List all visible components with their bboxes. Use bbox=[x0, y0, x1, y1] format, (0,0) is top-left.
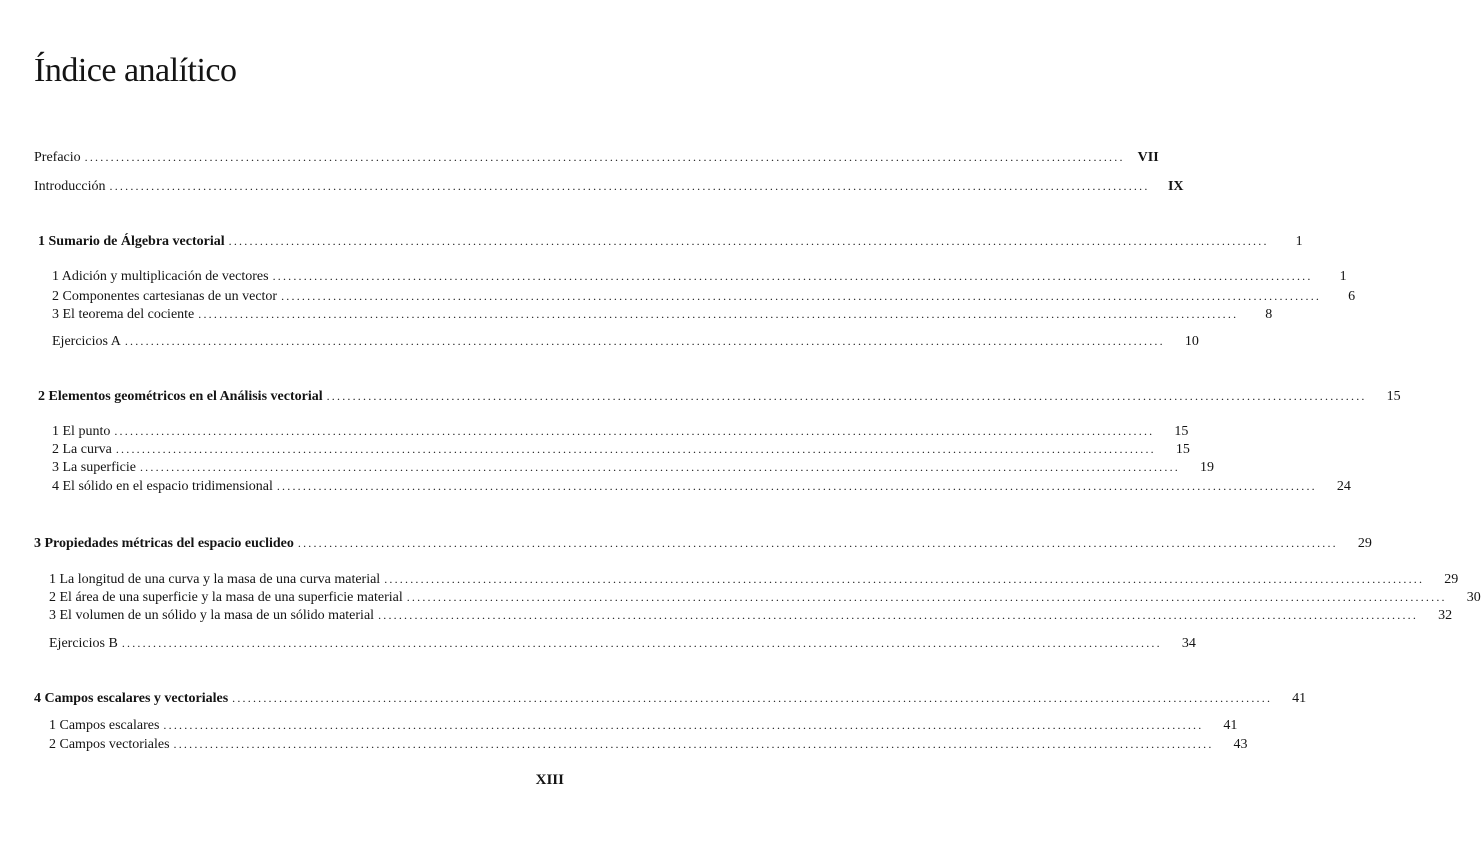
toc-entry-label: 4 Campos escalares y vectoriales bbox=[34, 691, 229, 706]
toc-entry-page: 34 bbox=[1181, 636, 1196, 651]
toc-entry-page: 24 bbox=[1336, 479, 1351, 494]
toc-section bbox=[52, 458, 1214, 477]
toc-entry-label: Introducción bbox=[34, 179, 106, 194]
toc-section bbox=[49, 634, 1196, 653]
toc-entry-page: 8 bbox=[1265, 307, 1273, 322]
toc-entry-label: 1 Sumario de Álgebra vectorial bbox=[38, 234, 225, 249]
toc-entry-label: 2 Campos vectoriales bbox=[49, 737, 170, 752]
leader-dots: ........................................................................................................................................................................................................ bbox=[173, 737, 1214, 751]
leader-dots: ........................................................................................................................................................................................................ bbox=[139, 460, 1180, 474]
toc-entry-page: 29 bbox=[1444, 572, 1459, 587]
toc-section bbox=[52, 477, 1351, 496]
toc-section bbox=[52, 440, 1190, 459]
toc-entry-label: 4 El sólido en el espacio tridimensional bbox=[52, 479, 273, 494]
toc-entry-label: 1 El punto bbox=[52, 424, 111, 439]
leader-dots: ........................................................................................................................................................................................................ bbox=[326, 389, 1367, 403]
toc-entry-page: 15 bbox=[1174, 424, 1189, 439]
toc-entry-label: 3 El volumen de un sólido y la masa de un sólido material bbox=[49, 608, 375, 623]
leader-dots: ........................................................................................................................................................................................................ bbox=[115, 442, 1156, 456]
toc-entry-page: VII bbox=[1137, 150, 1159, 165]
toc-entry-label: 2 Elementos geométricos en el Análisis vectorial bbox=[38, 389, 323, 404]
toc-entry-label: Ejercicios A bbox=[52, 334, 121, 349]
leader-dots: ........................................................................................................................................................................................................ bbox=[109, 179, 1150, 193]
toc-entry-page: 29 bbox=[1357, 536, 1372, 551]
toc-chapter-heading bbox=[34, 689, 1307, 708]
toc-entry-page: 41 bbox=[1223, 718, 1238, 733]
toc-section bbox=[52, 332, 1199, 351]
toc-section bbox=[52, 305, 1273, 324]
toc-section bbox=[52, 267, 1347, 286]
leader-dots: ........................................................................................................................................................................................................ bbox=[228, 234, 1269, 248]
toc-entry-page: 1 bbox=[1339, 269, 1347, 284]
toc-entry-page: 41 bbox=[1292, 691, 1307, 706]
leader-dots: ........................................................................................................................................................................................................ bbox=[406, 590, 1447, 604]
toc-entry-introduccion bbox=[34, 177, 1184, 196]
page-title: Índice analítico bbox=[34, 52, 237, 89]
toc-section bbox=[49, 588, 1481, 607]
leader-dots: ........................................................................................................................................................................................................ bbox=[121, 636, 1162, 650]
toc-entry-page: 1 bbox=[1295, 234, 1303, 249]
leader-dots: ........................................................................................................................................................................................................ bbox=[272, 269, 1313, 283]
toc-entry-page: 15 bbox=[1386, 389, 1401, 404]
toc-section bbox=[52, 422, 1189, 441]
toc-section bbox=[49, 735, 1248, 754]
leader-dots: ........................................................................................................................................................................................................ bbox=[124, 334, 1165, 348]
toc-entry-label: 3 Propiedades métricas del espacio euclideo bbox=[34, 536, 294, 551]
toc-entry-label: 1 La longitud de una curva y la masa de una curva material bbox=[49, 572, 381, 587]
leader-dots: ........................................................................................................................................................................................................ bbox=[281, 289, 1322, 303]
toc-entry-label: 1 Campos escalares bbox=[49, 718, 160, 733]
leader-dots: ........................................................................................................................................................................................................ bbox=[163, 718, 1204, 732]
toc-section bbox=[52, 287, 1356, 306]
toc-entry-label: 2 Componentes cartesianas de un vector bbox=[52, 289, 278, 304]
toc-entry-prefacio bbox=[34, 148, 1159, 167]
toc-section bbox=[49, 570, 1459, 589]
toc-entry-label: Ejercicios B bbox=[49, 636, 118, 651]
toc-entry-page: IX bbox=[1167, 179, 1184, 194]
leader-dots: ........................................................................................................................................................................................................ bbox=[276, 479, 1317, 493]
toc-entry-label: 3 La superficie bbox=[52, 460, 136, 475]
toc-entry-page: 15 bbox=[1175, 442, 1190, 457]
leader-dots: ........................................................................................................................................................................................................ bbox=[84, 150, 1125, 164]
leader-dots: ........................................................................................................................................................................................................ bbox=[198, 307, 1239, 321]
toc-entry-label: Prefacio bbox=[34, 150, 81, 165]
toc-entry-page: 32 bbox=[1438, 608, 1453, 623]
toc-entry-page: 43 bbox=[1233, 737, 1248, 752]
toc-entry-page: 30 bbox=[1466, 590, 1481, 605]
page-number: XIII bbox=[535, 772, 564, 788]
toc-chapter-heading bbox=[38, 387, 1401, 406]
toc-section bbox=[49, 606, 1453, 625]
toc-chapter-heading bbox=[38, 232, 1303, 251]
toc-entry-label: 2 La curva bbox=[52, 442, 112, 457]
leader-dots: ........................................................................................................................................................................................................ bbox=[232, 691, 1273, 705]
toc-entry-page: 6 bbox=[1348, 289, 1356, 304]
toc-entry-label: 3 El teorema del cociente bbox=[52, 307, 195, 322]
toc-entry-page: 19 bbox=[1199, 460, 1214, 475]
leader-dots: ........................................................................................................................................................................................................ bbox=[378, 608, 1419, 622]
toc-chapter-heading bbox=[34, 534, 1372, 553]
leader-dots: ........................................................................................................................................................................................................ bbox=[114, 424, 1155, 438]
leader-dots: ........................................................................................................................................................................................................ bbox=[297, 536, 1338, 550]
toc-entry-label: 2 El área de una superficie y la masa de una superficie material bbox=[49, 590, 403, 605]
toc-entry-page: 10 bbox=[1184, 334, 1199, 349]
toc-entry-label: 1 Adición y multiplicación de vectores bbox=[52, 269, 269, 284]
toc-section bbox=[49, 716, 1238, 735]
leader-dots: ........................................................................................................................................................................................................ bbox=[384, 572, 1425, 586]
